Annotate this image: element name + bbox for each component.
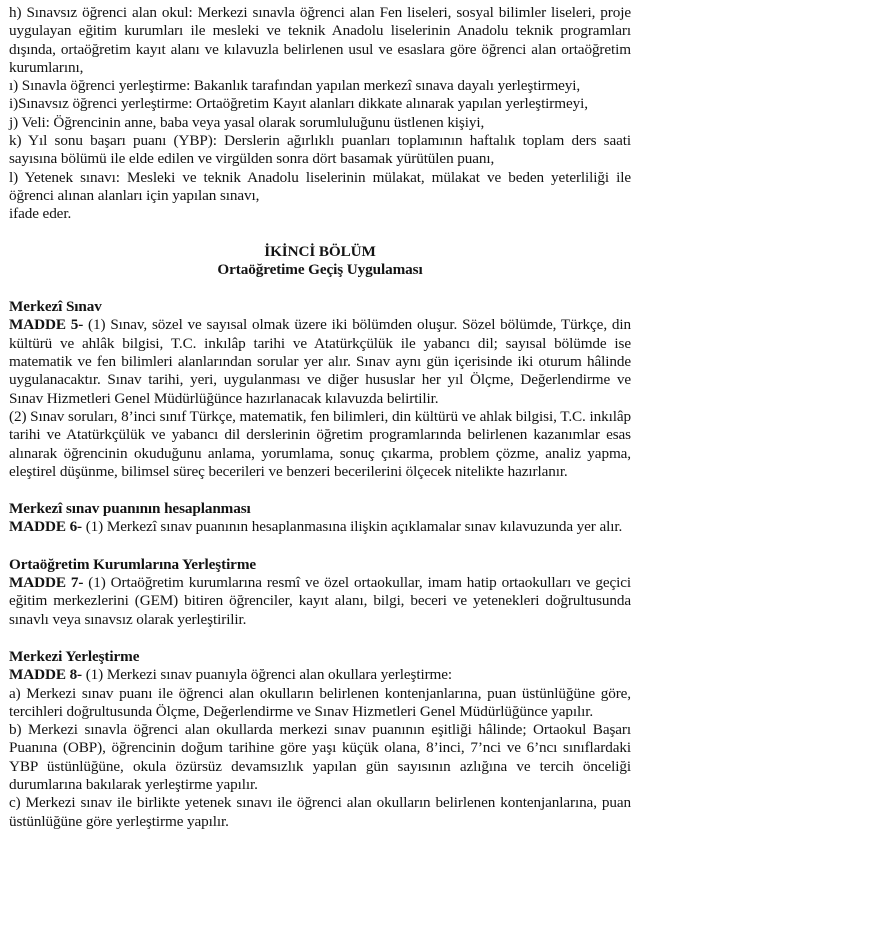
madde-8-paragraph (9, 666, 631, 684)
section-puan-hesaplanmasi (9, 500, 631, 537)
chapter-title: İKİNCİ BÖLÜM (264, 242, 376, 260)
definitions-closing-line: ifade eder. (9, 205, 72, 223)
section-merkezi-yerlestirme (9, 648, 631, 831)
madde-5-label: MADDE 5- (9, 316, 84, 334)
text-column (9, 4, 631, 831)
madde-7-text: (1) Ortaöğretim kurumlarına resmî ve özel ortaokullar, imam hatip ortaokulları ve geçici eğitim merkezlerini (GEM) bitiren öğrenciler, kayıt alanı, bilgi, beceri ve yetenekleri doğrultusunda sınavlı veya sınavsız olarak yerleştirilir. (9, 574, 631, 628)
madde-8-label: MADDE 8- (9, 666, 83, 684)
definition-item-i: i)Sınavsız öğrenci yerleştirme: Ortaöğretim Kayıt alanları dikkate alınarak yapılan yerleştirmeyi, (9, 95, 588, 113)
madde-8-item-c (9, 794, 631, 831)
madde-5-clause-2 (9, 408, 631, 481)
madde-8-item-a-text: a) Merkezi sınav puanı ile öğrenci alan okulların belirlenen kontenjanlarına, puan üstünlüğüne göre, tercihleri doğrultusunda Ölçme, Değerlendirme ve Sınav Hizmetleri Genel Müdürlüğünce yapılır. (9, 684, 631, 720)
madde-8-item-b-text: b) Merkezi sınavla öğrenci alan okullarda merkezi sınav puanının eşitliği hâlinde; Ortaokul Başarı Puanına (OBP), öğrencinin doğum tarihine göre yaşı küçük olana, 8’inci, 7’nci ve 6’ncı sınıflardaki YBP üstünlüğüne, okula özürsüz devamsızlık yapılan gün sayısının azlığına ve tercih önceliği durumlarına bakılarak yerleştirme yapılır. (9, 721, 631, 793)
section-heading: Ortaöğretim Kurumlarına Yerleştirme (9, 555, 257, 573)
madde-8-item-b (9, 721, 631, 794)
madde-6-paragraph (9, 518, 631, 536)
definition-item-j: j) Veli: Öğrencinin anne, baba veya yasal olarak sorumluluğunu üstlenen kişiyi, (9, 113, 485, 131)
definition-item-k: k) Yıl sonu başarı puanı (YBP): Derslerin ağırlıklı puanları toplamının haftalık toplam ders saati sayısına bölümü ile elde edilen ve virgülden sonra dört basamak yürütülen puanı, (9, 132, 631, 168)
madde-5-clause-2-text: (2) Sınav soruları, 8’inci sınıf Türkçe, matematik, fen bilimleri, din kültürü ve ahlak bilgisi, T.C. inkılâp tarihi ve Atatürkçülük ve yabancı dil derslerinin öğretim programlarında belirlenen kazanımlar esas alınarak öğrencinin okuduğunu anlama, yorumlama, sonuç çıkarma, problem çözme, analiz yapma, eleştirel düşünme, bilimsel süreç becerileri ve benzeri becerilerini ölçecek nitelikte hazırlanır. (9, 407, 631, 480)
madde-6-label: MADDE 6- (9, 518, 83, 536)
madde-7-label: MADDE 7- (9, 574, 84, 592)
definition-item-i-dotless: ı) Sınavla öğrenci yerleştirme: Bakanlık tarafından yapılan merkezî sınava dayalı yerleştirmeyi, (9, 77, 581, 95)
section-heading: Merkezî sınav puanının hesaplanması (9, 500, 251, 518)
chapter-subtitle: Ortaöğretime Geçiş Uygulaması (217, 260, 423, 278)
definition-item-h: h) Sınavsız öğrenci alan okul: Merkezi sınavla öğrenci alan Fen liseleri, sosyal bilimler liseleri, proje uygulayan eğitim kurumları ile mesleki ve teknik Anadolu liselerinin Anadolu teknik programları dışında, ortaöğretim kayıt alanı ve kılavuzla belirlenen usul ve esaslara göre öğrenci alan ortaöğretim kurumlarını, (9, 4, 631, 76)
madde-8-item-a (9, 685, 631, 722)
madde-7-paragraph (9, 574, 631, 629)
madde-8-item-c-text: c) Merkezi sınav ile birlikte yetenek sınavı ile öğrenci alan okulların belirlenen kontenjanlarına, puan üstünlüğüne göre yerleştirme yapılır. (9, 794, 631, 830)
madde-5-text: (1) Sınav, sözel ve sayısal olmak üzere iki bölümden oluşur. Sözel bölümde, Türkçe, din kültürü ve ahlâk bilgisi, T.C. inkılâp tarihi ve Atatürkçülük ile yabancı dil; sayısal bölümde ise matematik ve fen bilimleri alanlarından sorular yer alır. Sınav aynı gün içerisinde iki oturum hâlinde uygulanacaktır. Sınav tarihi, yeri, uygulanması ve diğer hususlar her yıl Ölçme, Değerlendirme ve Sınav Hizmetleri Genel Müdürlüğünce hazırlanacak kılavuzda belirtilir. (9, 316, 631, 407)
madde-6-text: (1) Merkezî sınav puanının hesaplanmasına ilişkin açıklamalar sınav kılavuzunda yer alır. (82, 518, 623, 536)
section-kurumlara-yerlestirme (9, 556, 631, 629)
section-heading: Merkezî Sınav (9, 298, 102, 316)
madde-8-text: (1) Merkezi sınav puanıyla öğrenci alan okullara yerleştirme: (82, 666, 452, 684)
definition-item-l: l) Yetenek sınavı: Mesleki ve teknik Anadolu liselerinin mülakat, mülakat ve beden yeterliliği ile öğrenci alınan alanları için yapılan sınavı, (9, 168, 631, 204)
section-heading: Merkezi Yerleştirme (9, 647, 140, 665)
section-merkezi-sinav (9, 298, 631, 481)
madde-5-paragraph (9, 316, 631, 407)
chapter-heading (9, 243, 631, 280)
